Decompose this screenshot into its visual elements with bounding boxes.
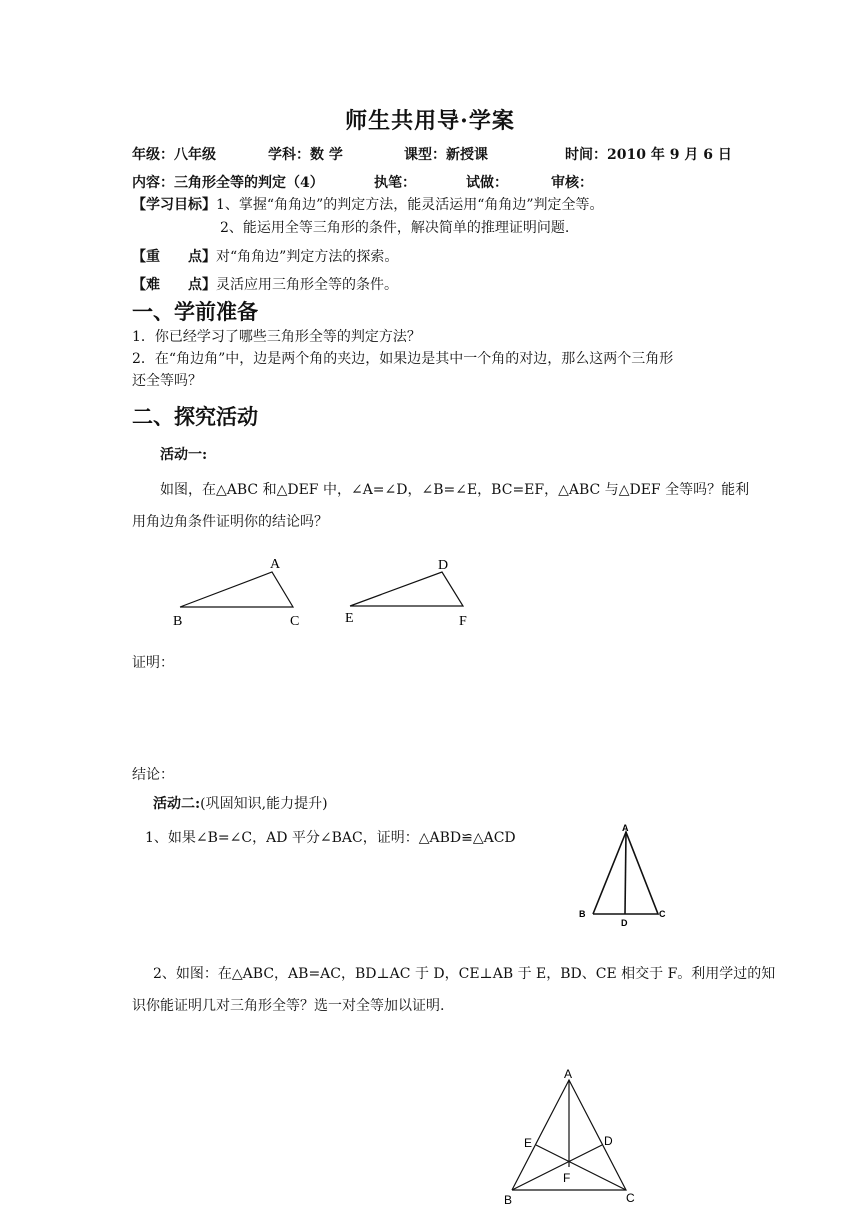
label-f: F	[459, 614, 467, 629]
activity2-problem-2b: 识你能证明几对三角形全等？选一对全等加以证明.	[132, 998, 445, 1014]
page-title: 师生共用导·学案	[345, 108, 515, 134]
label-b: B	[579, 909, 586, 919]
label-d: D	[438, 558, 449, 573]
segment-ad	[625, 832, 626, 914]
goals-line1	[132, 194, 604, 214]
label-a: A	[270, 557, 281, 572]
segment-ce	[536, 1145, 626, 1190]
key-point-line	[132, 246, 398, 266]
reviewer-field: 审核：	[551, 175, 593, 191]
activity2-title: 活动二:	[153, 796, 201, 812]
goal-item-1: 1、掌握“角角边”的判定方法，能灵活运用“角角边”判定全等。	[216, 197, 604, 213]
section1-question-2a: 2．在“角边角”中，边是两个角的夹边，如果边是其中一个角的对边，那么这两个三角形	[132, 351, 674, 367]
isosceles-ad-figure	[570, 820, 680, 932]
conclusion-label: 结论：	[132, 767, 174, 783]
triangle-abc-figure	[165, 552, 310, 632]
activity2-problem-2a: 2、如图：在△ABC，AB=AC，BD⊥AC 于 D，CE⊥AB 于 E，BD、CE 相交于 F。利用学过的知	[153, 966, 776, 982]
triangle-abc-outline	[180, 572, 293, 607]
label-e: E	[524, 1136, 533, 1150]
section1-question-2b: 还全等吗？	[132, 373, 202, 389]
writer-field: 执笔：	[374, 175, 416, 191]
time-field: 时间：2010 年 9 月 6 日	[565, 147, 732, 163]
label-f: F	[563, 1171, 571, 1185]
section1-question-1: 1．你已经学习了哪些三角形全等的判定方法？	[132, 329, 421, 345]
key-point-text: 对“角角边”判定方法的探索。	[216, 249, 399, 265]
activity2-problem-1: 1、如果∠B=∠C，AD 平分∠BAC，证明：△ABD≌△ACD	[145, 830, 516, 846]
label-c: C	[659, 909, 666, 919]
difficulty-line	[132, 274, 398, 294]
triangle-def-outline	[350, 572, 463, 606]
goal-item-2: 2、能运用全等三角形的条件，解决简单的推理证明问题.	[220, 220, 570, 236]
label-d: D	[621, 918, 628, 928]
label-e: E	[345, 611, 354, 626]
activity2-title-line	[153, 793, 328, 813]
key-point-label: 【重 点】	[132, 249, 216, 265]
triangle-def-figure	[338, 552, 478, 632]
altitudes-figure	[495, 1062, 645, 1212]
label-a: A	[622, 823, 629, 833]
label-c: C	[290, 614, 300, 629]
activity1-text-b: 用角边角条件证明你的结论吗？	[132, 514, 328, 530]
tester-field: 试做：	[466, 175, 508, 191]
lesson-type-field: 课型：新授课	[404, 147, 488, 163]
goals-label: 【学习目标】	[132, 197, 216, 213]
segment-bd	[512, 1145, 602, 1190]
difficulty-label: 【难 点】	[132, 277, 216, 293]
activity1-title: 活动一:	[160, 447, 208, 463]
section1-heading: 一、学前准备	[132, 300, 258, 324]
section2-heading: 二、探究活动	[132, 405, 258, 429]
proof-label: 证明：	[132, 655, 174, 671]
label-c: C	[626, 1191, 635, 1205]
difficulty-text: 灵活应用三角形全等的条件。	[216, 277, 398, 293]
label-b: B	[173, 614, 183, 629]
grade-field: 年级：八年级	[132, 147, 216, 163]
content-field: 内容：三角形全等的判定（4）	[132, 175, 324, 191]
label-d: D	[604, 1134, 613, 1148]
activity2-subtitle: (巩固知识,能力提升)	[200, 796, 328, 812]
label-a: A	[564, 1067, 573, 1081]
activity1-text-a: 如图，在△ABC 和△DEF 中，∠A=∠D，∠B=∠E，BC=EF，△ABC 与△DEF 全等吗？能利	[160, 482, 750, 498]
subject-field: 学科：数 学	[268, 147, 343, 163]
label-b: B	[504, 1193, 513, 1207]
